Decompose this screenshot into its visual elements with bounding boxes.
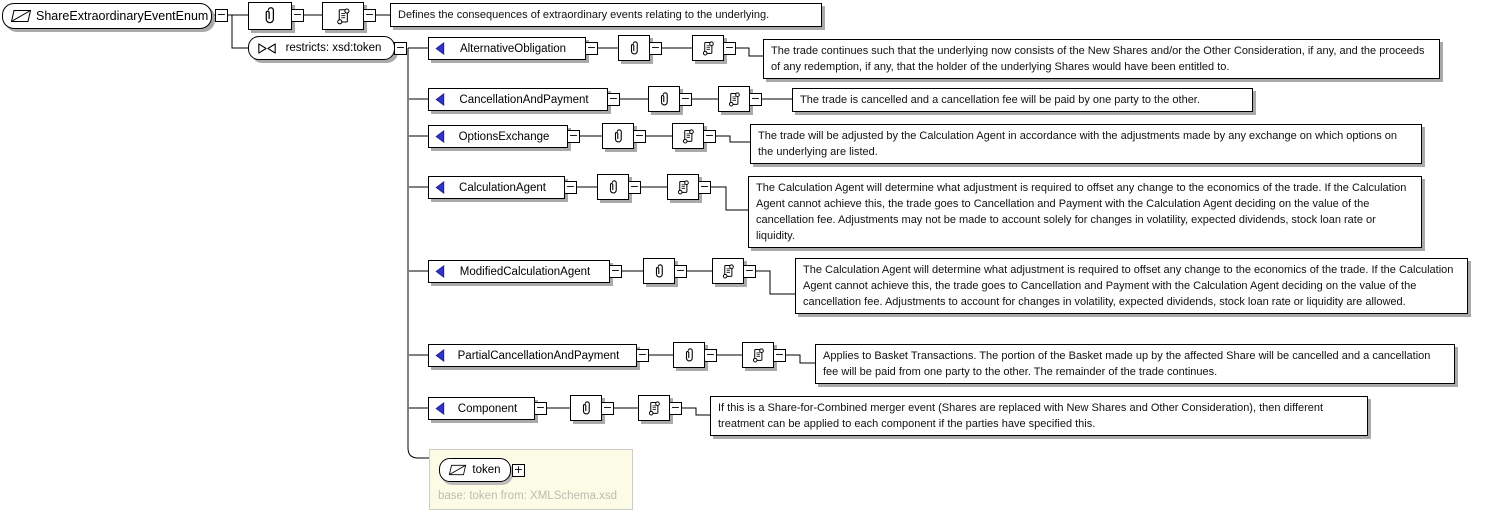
enum-label: CalculationAgent [459, 181, 546, 194]
scroll-icon [751, 346, 766, 365]
paperclip-icon [262, 5, 278, 27]
enum-documentation-toggle[interactable]: − [670, 401, 681, 414]
enum-documentation-toggle[interactable]: − [750, 92, 761, 105]
root-type-name: ShareExtraordinaryEventEnum [36, 9, 209, 23]
enum-node-component[interactable] [428, 397, 535, 420]
enumeration-icon [435, 265, 445, 278]
paperclip-icon [607, 178, 620, 197]
paperclip-icon [612, 127, 625, 146]
enum-annotation-text: The trade will be adjusted by the Calculation Agent in accordance with the adjustments made by any exchange on which options on the underlying are listed. [750, 124, 1422, 164]
enum-documentation-box [712, 258, 744, 284]
enum-annotation-box [618, 35, 650, 61]
enum-annotation-text: The trade is cancelled and a cancellation fee will be paid by one party to the other. [792, 88, 1253, 112]
restriction-bowtie-icon [257, 42, 277, 55]
paperclip-icon [580, 399, 593, 418]
base-type-name: token [472, 464, 501, 476]
enum-documentation-box [667, 174, 699, 200]
scroll-icon [681, 127, 696, 146]
enum-node-cancellation-and-payment[interactable] [428, 88, 608, 111]
root-annotation-box [248, 2, 292, 30]
paperclip-icon [658, 90, 671, 109]
root-documentation-toggle[interactable]: − [364, 8, 375, 21]
enum-annotation-toggle[interactable]: − [675, 264, 686, 277]
scroll-icon [647, 399, 662, 418]
scroll-icon [721, 262, 736, 281]
root-collapse-toggle[interactable]: − [216, 8, 227, 21]
enum-node-partial-cancellation-and-payment[interactable] [428, 344, 637, 367]
paperclip-icon [683, 346, 696, 365]
root-annotation-toggle[interactable]: − [292, 8, 303, 21]
enum-annotation-toggle[interactable]: − [680, 92, 691, 105]
enum-documentation-toggle[interactable]: − [744, 264, 755, 277]
enum-annotation-text: The Calculation Agent will determine what adjustment is required to offset any change to the economics of the trade. If the Calculation Agent cannot achieve this, the trade goes to Cancellation and Payment with the Calculation Agent deciding on the value of the cancellation fee. Adjustments to account for changes in volatility, expected dividends, stock loan rate or liquidity are allowed. [795, 258, 1468, 314]
enum-annotation-toggle[interactable]: − [650, 41, 661, 54]
enum-label: OptionsExchange [458, 130, 550, 143]
enum-documentation-box [638, 395, 670, 421]
enum-annotation-text: The trade continues such that the underlying now consists of the New Shares and/or the Other Consideration, if any, and the proceeds of any redemption, if any, that the holder of the underlying Shares would have been entitled to. [763, 39, 1440, 79]
enum-documentation-toggle[interactable]: − [699, 180, 710, 193]
restriction-node[interactable] [248, 36, 395, 60]
enum-collapse-toggle[interactable]: − [568, 129, 579, 142]
enum-annotation-text: If this is a Share-for-Combined merger event (Shares are replaced with New Shares and Other Consideration), then different treatment can be applied to each component if the parties have specified this. [710, 396, 1368, 436]
enum-annotation-text: The Calculation Agent will determine what adjustment is required to offset any change to the economics of the trade. If the Calculation Agent cannot achieve this, the trade goes to Cancellation and Payment with the Calculation Agent deciding on the value of the cancellation fee. Adjustments may not be made to account solely for changes in volatility, expected dividends, stock loan rate or liquidity. [748, 176, 1422, 248]
enumeration-icon [435, 181, 445, 194]
enum-label: AlternativeObligation [459, 42, 567, 55]
enumeration-icon [435, 402, 445, 415]
enum-node-options-exchange[interactable] [428, 125, 568, 148]
base-type-node[interactable] [439, 458, 511, 482]
enumeration-icon [435, 42, 445, 55]
enum-annotation-text: Applies to Basket Transactions. The portion of the Basket made up by the affected Share will be cancelled and a cancellation fee will be paid from one party to the other. The remainder of the trade continues. [815, 344, 1455, 384]
scroll-icon [727, 90, 742, 109]
enum-annotation-toggle[interactable]: − [602, 401, 613, 414]
enum-documentation-toggle[interactable]: − [704, 129, 715, 142]
base-type-note: base: token from: XMLSchema.xsd [438, 490, 617, 502]
enumeration-icon [435, 349, 445, 362]
root-annotation-text: Defines the consequences of extraordinary events relating to the underlying. [390, 3, 822, 27]
enum-node-alternative-obligation[interactable] [428, 37, 586, 60]
restriction-collapse-toggle[interactable]: − [395, 41, 406, 54]
enum-documentation-box [672, 123, 704, 149]
simple-type-icon [448, 464, 467, 476]
enum-collapse-toggle[interactable]: − [637, 348, 648, 361]
enum-node-modified-calculation-agent[interactable] [428, 260, 610, 283]
scroll-icon [676, 178, 691, 197]
enum-annotation-box [643, 258, 675, 284]
enum-documentation-toggle[interactable]: − [724, 41, 735, 54]
enumeration-icon [435, 130, 445, 143]
enum-label: CancellationAndPayment [459, 93, 589, 106]
enum-collapse-toggle[interactable]: − [565, 180, 576, 193]
enum-documentation-box [742, 342, 774, 368]
enum-annotation-toggle[interactable]: − [634, 129, 645, 142]
enum-label: Component [457, 402, 518, 415]
enum-annotation-toggle[interactable]: − [629, 180, 640, 193]
scroll-icon [335, 6, 352, 27]
enum-annotation-box [673, 342, 705, 368]
enum-collapse-toggle[interactable]: − [535, 401, 546, 414]
base-expand-toggle[interactable]: + [513, 463, 524, 476]
enum-annotation-box [602, 123, 634, 149]
enum-annotation-box [597, 174, 629, 200]
enum-documentation-toggle[interactable]: − [774, 348, 785, 361]
enum-collapse-toggle[interactable]: − [608, 92, 619, 105]
enum-documentation-box [718, 86, 750, 112]
simple-type-icon [10, 9, 32, 23]
restriction-label: restricts: xsd:token [285, 42, 382, 54]
enum-collapse-toggle[interactable]: − [610, 264, 621, 277]
paperclip-icon [653, 262, 666, 281]
enum-annotation-box [570, 395, 602, 421]
scroll-icon [701, 39, 716, 58]
enum-collapse-toggle[interactable]: − [586, 41, 597, 54]
enum-label: PartialCancellationAndPayment [457, 349, 620, 362]
enum-annotation-box [648, 86, 680, 112]
enumeration-icon [435, 93, 445, 106]
enum-label: ModifiedCalculationAgent [459, 265, 591, 278]
enum-node-calculation-agent[interactable] [428, 176, 565, 199]
enum-annotation-toggle[interactable]: − [705, 348, 716, 361]
root-documentation-box [322, 2, 364, 30]
paperclip-icon [628, 39, 641, 58]
enum-documentation-box [692, 35, 724, 61]
root-type-node[interactable] [2, 3, 212, 29]
